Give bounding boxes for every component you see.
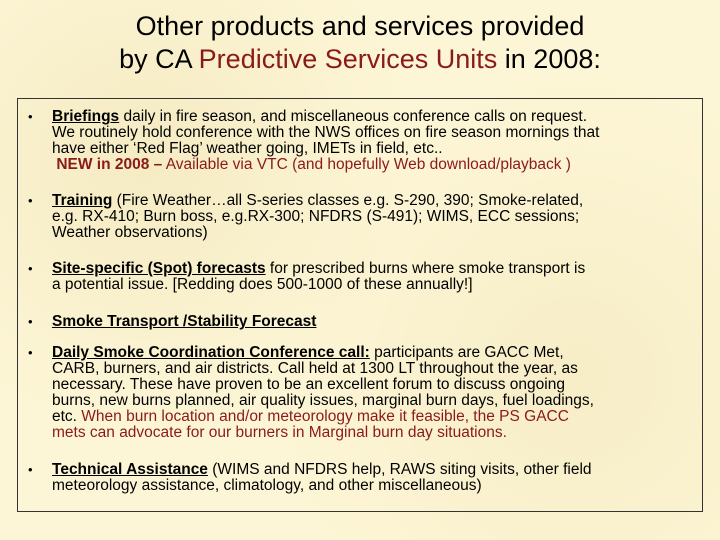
bullet: • [28,193,33,208]
item-line [52,409,692,425]
title-highlight: Predictive Services Units [198,44,498,74]
item-line [52,193,692,209]
item-heading: Smoke Transport /Stability Forecast [52,313,317,330]
item-line-text: (WIMS and NFDRS help, RAWS siting visits, other field [207,461,592,478]
advocacy-text: When burn location and/or meteorology make it feasible, the PS GACC [76,408,569,425]
item-text [52,193,692,241]
item-heading: Site-specific (Spot) forecasts [52,260,266,277]
item-line [52,462,692,478]
bullet: • [28,462,33,477]
bullet: • [28,345,33,360]
item-heading: Briefings [52,108,120,125]
item-text [52,462,692,494]
item-line: Weather observations) [52,224,208,241]
item-text [52,314,692,330]
content-box [17,98,703,512]
title-line-2 [0,43,720,76]
item-line: meteorology assistance, climatology, and other miscellaneous) [52,477,482,494]
item-line-text: participants are GACC Met, [369,344,564,361]
bullet: • [28,109,33,124]
item-line-text: daily in fire season, and miscellaneous conference calls on request. [119,108,588,125]
item-line: e.g. RX-410; Burn boss, e.g.RX-300; NFDRS (S-491); WIMS, ECC sessions; [52,208,580,225]
new-text: Available via VTC (and hopefully Web download/playback ) [162,156,571,173]
item-heading: Technical Assistance [52,461,208,478]
bullet: • [28,314,33,329]
item-text [52,261,692,293]
new-label: NEW in 2008 – [56,156,163,173]
item-line: We routinely hold conference with the NWS offices on fire season mornings that [52,124,600,141]
item-line [52,314,692,330]
item-line: have either ‘Red Flag’ weather going, IMETs in field, etc.. [52,140,443,157]
slide-title [0,10,720,76]
title-line-2-post: in 2008: [497,44,601,74]
item-line [52,157,692,173]
item-line: a potential issue. [Redding does 500-1000 of these annually!] [52,276,473,293]
item-text [52,345,692,441]
item-line-text: for prescribed burns where smoke transport is [265,260,586,277]
item-heading: Training [52,192,113,209]
advocacy-text: mets can advocate for our burners in Marginal burn day situations. [52,424,507,441]
item-heading: Daily Smoke Coordination Conference call: [52,344,370,361]
item-line: necessary. These have proven to be an excellent forum to discuss ongoing [52,376,565,393]
item-line [52,109,692,125]
item-line [52,345,692,361]
item-line-text: etc. [52,408,77,425]
title-line-1: Other products and services provided [135,11,585,41]
item-line-text: (Fire Weather…all S-series classes e.g. S-290, 390; Smoke-related, [112,192,584,209]
bullet: • [28,261,33,276]
item-line: burns, new burns planned, air quality issues, marginal burn days, fuel loadings, [52,392,594,409]
title-line-2-pre: by CA [119,44,199,74]
item-text [52,109,692,173]
item-line: CARB, burners, and air districts. Call held at 1300 LT throughout the year, as [52,360,578,377]
item-line [52,261,692,277]
